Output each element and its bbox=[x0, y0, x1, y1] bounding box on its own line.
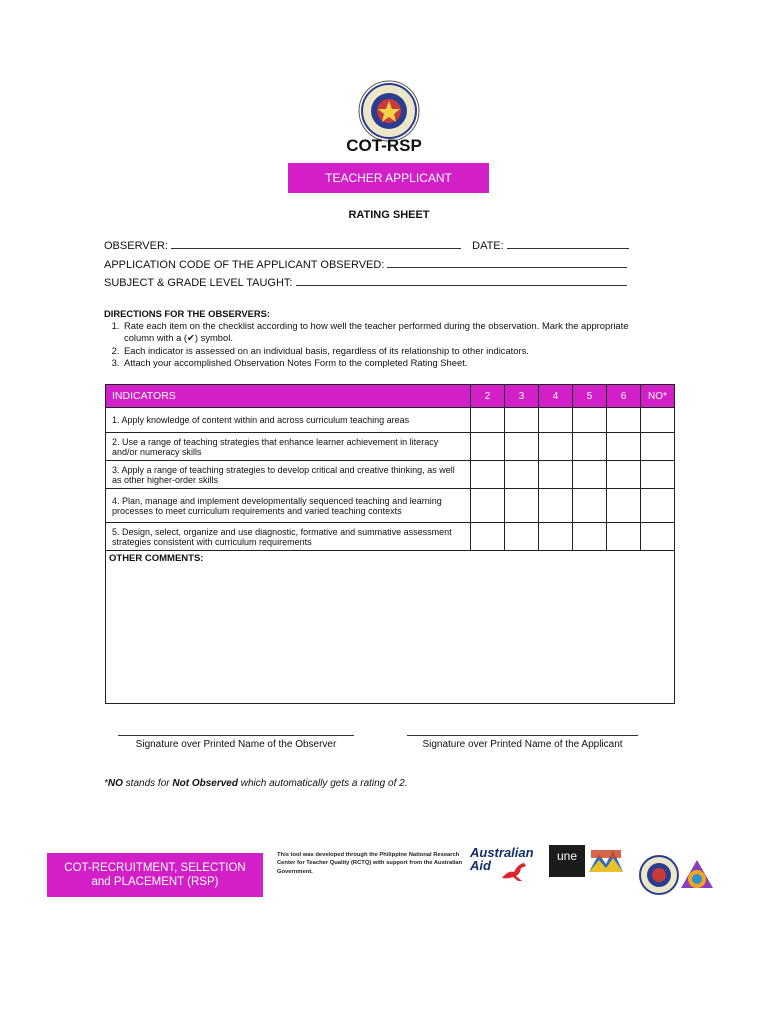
deped-seal-logo bbox=[358, 80, 420, 142]
australian-aid-logo bbox=[470, 846, 540, 880]
rating-cell[interactable] bbox=[573, 433, 607, 461]
rating-cell[interactable] bbox=[505, 461, 539, 489]
direction-item: 3. Attach your accomplished Observation Notes Form to the completed Rating Sheet. bbox=[122, 357, 634, 369]
other-comments-label: OTHER COMMENTS: bbox=[109, 553, 204, 564]
column-header-3: 3 bbox=[505, 385, 539, 408]
rating-cell[interactable] bbox=[471, 461, 505, 489]
rating-cell[interactable] bbox=[505, 408, 539, 433]
rating-cell[interactable] bbox=[505, 433, 539, 461]
applicant-type-banner: TEACHER APPLICANT bbox=[288, 163, 489, 193]
direction-item: 2. Each indicator is assessed on an individual basis, regardless of its relationship to other indicators. bbox=[122, 345, 634, 357]
date-input-line[interactable] bbox=[507, 239, 629, 249]
date-label: DATE: bbox=[472, 240, 504, 252]
rating-cell[interactable] bbox=[573, 461, 607, 489]
column-header-5: 5 bbox=[573, 385, 607, 408]
rating-cell[interactable] bbox=[573, 408, 607, 433]
footnote: *NO stands for Not Observed which automatically gets a rating of 2. bbox=[104, 778, 408, 789]
subject-row bbox=[104, 276, 627, 289]
rating-cell[interactable] bbox=[471, 408, 505, 433]
rating-cell[interactable] bbox=[471, 523, 505, 551]
observer-row bbox=[104, 239, 629, 252]
indicator-text: 5. Design, select, organize and use diagnostic, formative and summative assessment strategies consistent with curriculum requirements bbox=[106, 523, 471, 551]
rating-table bbox=[105, 384, 675, 704]
table-header-row bbox=[106, 385, 675, 408]
rating-cell[interactable] bbox=[607, 433, 641, 461]
rating-cell[interactable] bbox=[471, 433, 505, 461]
une-logo: une bbox=[549, 845, 585, 877]
deped-seal-small-logo bbox=[639, 855, 679, 895]
indicator-text: 3. Apply a range of teaching strategies to develop critical and creative thinking, as well as other higher-order skills bbox=[106, 461, 471, 489]
footer-program-box bbox=[47, 853, 263, 897]
column-header-no: NO* bbox=[641, 385, 675, 408]
footer-credit-text: This tool was developed through the Philippine National Research Center for Teacher Quality (RCTQ) with support from the Australian Government. bbox=[277, 852, 463, 875]
applicant-signature-label: Signature over Printed Name of the Applicant bbox=[422, 739, 623, 750]
rating-cell[interactable] bbox=[641, 523, 675, 551]
rating-cell[interactable] bbox=[607, 489, 641, 523]
australian-aid-line1: Australian bbox=[470, 845, 534, 860]
document-title: COT-RSP bbox=[346, 136, 422, 155]
table-row bbox=[106, 433, 675, 461]
observer-signature-label: Signature over Printed Name of the Observer bbox=[135, 739, 337, 750]
rctq-logo bbox=[679, 858, 715, 894]
rating-cell[interactable] bbox=[607, 408, 641, 433]
subject-label: SUBJECT & GRADE LEVEL TAUGHT: bbox=[104, 277, 293, 289]
footnote-text-1: stands for bbox=[122, 778, 173, 789]
column-header-4: 4 bbox=[539, 385, 573, 408]
application-code-row bbox=[104, 258, 627, 271]
application-code-input-line[interactable] bbox=[387, 258, 627, 268]
indicator-text: 2. Use a range of teaching strategies that enhance learner achievement in literacy and/or numeracy skills bbox=[106, 433, 471, 461]
table-row bbox=[106, 408, 675, 433]
simera-logo bbox=[587, 846, 625, 876]
rating-cell[interactable] bbox=[539, 433, 573, 461]
comments-row bbox=[106, 551, 675, 704]
rating-cell[interactable] bbox=[641, 433, 675, 461]
observer-label: OBSERVER: bbox=[104, 240, 168, 252]
directions-block bbox=[104, 308, 634, 369]
column-header-2: 2 bbox=[471, 385, 505, 408]
rating-cell[interactable] bbox=[607, 461, 641, 489]
table-row bbox=[106, 489, 675, 523]
footnote-no: NO bbox=[107, 778, 123, 789]
footer-program-line1: COT-RECRUITMENT, SELECTION bbox=[64, 862, 246, 874]
column-header-indicators: INDICATORS bbox=[106, 385, 471, 408]
applicant-signature-line[interactable] bbox=[407, 735, 638, 736]
other-comments-area[interactable] bbox=[106, 551, 675, 704]
rating-cell[interactable] bbox=[539, 461, 573, 489]
rating-cell[interactable] bbox=[505, 523, 539, 551]
table-row bbox=[106, 523, 675, 551]
observer-input-line[interactable] bbox=[171, 239, 461, 249]
australian-aid-line2: Aid bbox=[470, 858, 491, 873]
rating-cell[interactable] bbox=[641, 461, 675, 489]
rating-cell[interactable] bbox=[573, 523, 607, 551]
applicant-signature bbox=[407, 735, 638, 750]
kangaroo-icon bbox=[500, 860, 528, 882]
rating-cell[interactable] bbox=[607, 523, 641, 551]
direction-item: 1. Rate each item on the checklist according to how well the teacher performed during the observation. Mark the appropriate column with a (✔) symbol. bbox=[122, 320, 634, 344]
indicator-text: 4. Plan, manage and implement developmentally sequenced teaching and learning processes to meet curriculum requirements and varied teaching contexts bbox=[106, 489, 471, 523]
rating-cell[interactable] bbox=[471, 489, 505, 523]
application-code-label: APPLICATION CODE OF THE APPLICANT OBSERVED: bbox=[104, 259, 385, 271]
footnote-text-2: which automatically gets a rating of 2. bbox=[237, 778, 408, 789]
column-header-6: 6 bbox=[607, 385, 641, 408]
rating-cell[interactable] bbox=[641, 489, 675, 523]
observer-signature bbox=[118, 735, 354, 750]
directions-heading: DIRECTIONS FOR THE OBSERVERS: bbox=[104, 308, 270, 319]
rating-sheet-heading: RATING SHEET bbox=[348, 209, 430, 221]
observer-signature-line[interactable] bbox=[118, 735, 354, 736]
rating-cell[interactable] bbox=[539, 489, 573, 523]
indicator-text: 1. Apply knowledge of content within and across curriculum teaching areas bbox=[106, 408, 471, 433]
rating-cell[interactable] bbox=[539, 523, 573, 551]
subject-input-line[interactable] bbox=[296, 276, 627, 286]
rating-cell[interactable] bbox=[641, 408, 675, 433]
footer-program-line2: and PLACEMENT (RSP) bbox=[91, 876, 219, 888]
rating-cell[interactable] bbox=[539, 408, 573, 433]
rating-cell[interactable] bbox=[573, 489, 607, 523]
footnote-not-observed: Not Observed bbox=[172, 778, 238, 789]
table-row bbox=[106, 461, 675, 489]
rating-cell[interactable] bbox=[505, 489, 539, 523]
